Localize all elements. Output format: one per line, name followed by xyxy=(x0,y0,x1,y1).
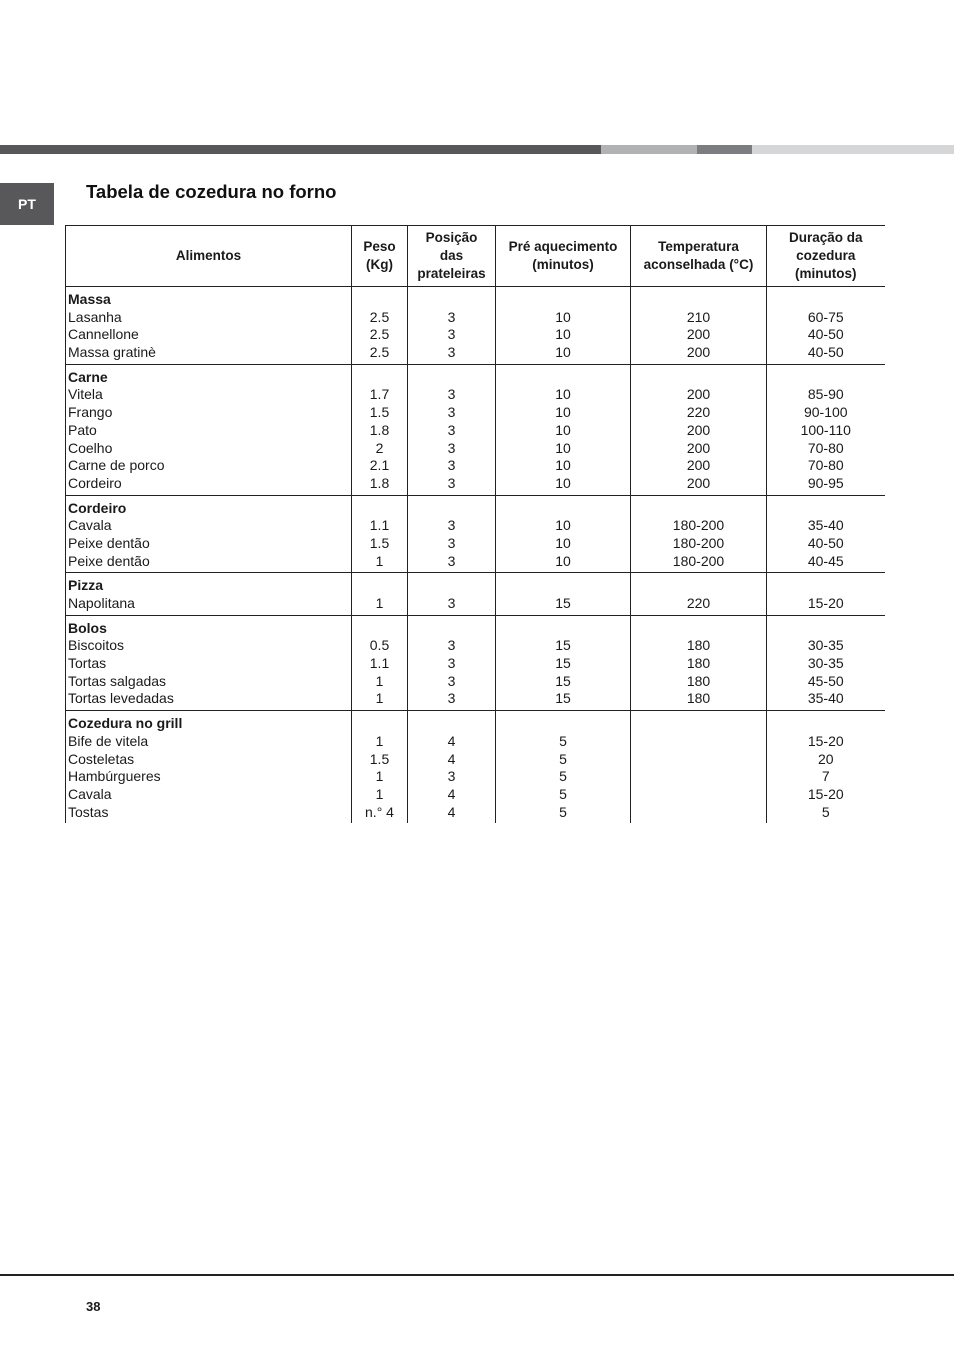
group-spacer xyxy=(352,291,407,309)
value-temp: 180 xyxy=(686,655,711,672)
table-group-row xyxy=(66,615,885,710)
value-weight: 1.7 xyxy=(369,386,390,403)
group-spacer xyxy=(767,291,885,309)
value-preheat: 10 xyxy=(555,421,571,438)
group-spacer xyxy=(352,715,407,733)
value-weight: 1.1 xyxy=(369,517,390,534)
value-shelf: 3 xyxy=(447,326,456,343)
value-food: Cavala xyxy=(68,517,112,534)
page-number: 38 xyxy=(86,1299,101,1314)
value-temp xyxy=(631,733,766,751)
value-preheat: 15 xyxy=(555,637,571,654)
value-duration: 90-100 xyxy=(803,404,848,421)
value-food: Massa gratinè xyxy=(68,344,156,361)
cell-preheat xyxy=(496,615,631,710)
value-duration: 15-20 xyxy=(807,785,844,802)
cell-duration xyxy=(767,615,885,710)
table-body xyxy=(66,287,885,824)
group-spacer xyxy=(496,577,630,595)
table-group-row xyxy=(66,495,885,573)
value-preheat: 15 xyxy=(555,595,571,611)
cell-duration xyxy=(767,495,885,573)
group-spacer xyxy=(408,500,495,518)
value-duration: 45-50 xyxy=(807,672,844,689)
table-group-row xyxy=(66,711,885,824)
value-temp xyxy=(631,768,766,786)
value-weight: 1 xyxy=(375,732,384,749)
value-duration: 40-50 xyxy=(807,534,844,551)
bottom-rule xyxy=(0,1274,954,1276)
cell-weight xyxy=(352,615,408,710)
cell-shelf xyxy=(408,711,496,824)
value-shelf: 4 xyxy=(447,732,456,749)
cell-duration xyxy=(767,364,885,495)
value-food: Tostas xyxy=(68,803,109,820)
group-spacer xyxy=(408,715,495,733)
value-preheat: 5 xyxy=(559,768,567,785)
value-weight: 1.1 xyxy=(369,655,390,672)
group-name: Massa xyxy=(68,291,111,307)
value-duration: 35-40 xyxy=(807,690,844,707)
group-spacer xyxy=(352,620,407,638)
value-duration: 90-95 xyxy=(807,474,844,491)
cell-shelf xyxy=(408,287,496,365)
value-duration: 7 xyxy=(821,768,830,785)
group-spacer xyxy=(767,577,885,595)
value-temp: 220 xyxy=(686,595,711,611)
group-spacer xyxy=(767,369,885,387)
value-temp xyxy=(631,804,766,822)
value-food: Coelho xyxy=(68,439,113,456)
value-temp: 180-200 xyxy=(672,534,725,551)
value-preheat: 10 xyxy=(555,439,571,456)
value-preheat: 10 xyxy=(555,474,571,491)
group-spacer xyxy=(767,715,885,733)
top-color-bar xyxy=(0,145,954,154)
table-group-row xyxy=(66,364,885,495)
group-spacer xyxy=(631,369,766,387)
cell-weight xyxy=(352,495,408,573)
value-food: Frango xyxy=(68,404,113,421)
cell-weight xyxy=(352,573,408,615)
group-spacer xyxy=(408,291,495,309)
cell-temp xyxy=(631,364,767,495)
value-weight: 2.5 xyxy=(369,344,390,361)
group-spacer xyxy=(767,620,885,638)
value-shelf: 4 xyxy=(447,803,456,820)
value-weight: 1 xyxy=(375,595,384,611)
header-temperature: Temperatura aconselhada (°C) xyxy=(631,226,767,287)
value-duration: 85-90 xyxy=(807,386,844,403)
value-food: Biscoitos xyxy=(68,637,125,654)
value-temp: 180-200 xyxy=(672,517,725,534)
cell-duration xyxy=(767,711,885,824)
group-spacer xyxy=(631,500,766,518)
value-food: Tortas levedadas xyxy=(68,690,174,707)
page-title: Tabela de cozedura no forno xyxy=(86,181,337,202)
value-preheat: 10 xyxy=(555,457,571,474)
table-group-row xyxy=(66,287,885,365)
group-spacer xyxy=(352,369,407,387)
value-temp: 180 xyxy=(686,690,711,707)
cell-temp xyxy=(631,495,767,573)
value-shelf: 3 xyxy=(447,517,456,534)
value-duration: 40-50 xyxy=(807,326,844,343)
language-tab: PT xyxy=(0,183,54,225)
value-shelf: 3 xyxy=(447,637,456,654)
value-weight: 1.5 xyxy=(369,404,390,421)
top-bar-segment xyxy=(752,145,954,154)
value-temp: 220 xyxy=(686,404,711,421)
cell-shelf xyxy=(408,573,496,615)
value-preheat: 5 xyxy=(559,785,567,802)
value-shelf: 3 xyxy=(447,308,456,325)
cell-food xyxy=(66,364,352,495)
group-spacer xyxy=(496,715,630,733)
group-spacer xyxy=(631,620,766,638)
value-duration: 70-80 xyxy=(807,439,844,456)
cell-weight xyxy=(352,711,408,824)
value-temp: 180-200 xyxy=(672,552,725,569)
value-food: Vitela xyxy=(68,386,103,403)
value-shelf: 3 xyxy=(447,595,456,611)
value-preheat: 10 xyxy=(555,404,571,421)
value-weight: 2.1 xyxy=(369,457,390,474)
header-preheat: Pré aquecimento (minutos) xyxy=(496,226,631,287)
group-spacer xyxy=(631,715,766,733)
value-duration: 30-35 xyxy=(807,655,844,672)
cell-temp xyxy=(631,573,767,615)
value-temp: 200 xyxy=(686,421,711,438)
group-spacer xyxy=(408,369,495,387)
value-shelf: 4 xyxy=(447,750,456,767)
value-food: Cavala xyxy=(68,785,112,802)
value-shelf: 3 xyxy=(447,655,456,672)
group-name: Pizza xyxy=(68,577,104,594)
value-food: Peixe dentão xyxy=(68,552,150,569)
value-food: Carne de porco xyxy=(68,457,165,474)
value-temp xyxy=(631,751,766,769)
value-weight: 1.5 xyxy=(369,750,390,767)
cell-weight xyxy=(352,287,408,365)
value-duration: 40-50 xyxy=(807,344,844,361)
value-duration: 40-45 xyxy=(807,552,844,569)
value-shelf: 3 xyxy=(447,421,456,438)
value-temp: 200 xyxy=(686,474,711,491)
value-food: Cannellone xyxy=(68,326,139,343)
value-duration: 60-75 xyxy=(807,308,844,325)
value-weight: 1 xyxy=(375,768,384,785)
header-food: Alimentos xyxy=(66,226,352,287)
value-shelf: 3 xyxy=(447,457,456,474)
cell-preheat xyxy=(496,364,631,495)
value-shelf: 3 xyxy=(447,552,456,569)
value-shelf: 3 xyxy=(447,386,456,403)
cell-food xyxy=(66,711,352,824)
value-weight: 0.5 xyxy=(369,637,390,654)
value-shelf: 3 xyxy=(447,344,456,361)
value-preheat: 15 xyxy=(555,655,571,672)
header-weight: Peso (Kg) xyxy=(352,226,408,287)
cell-duration xyxy=(767,573,885,615)
value-food: Hambúrgueres xyxy=(68,768,161,785)
value-temp xyxy=(631,786,766,804)
cell-duration xyxy=(767,287,885,365)
value-temp: 180 xyxy=(686,637,711,654)
top-bar-segment xyxy=(0,145,601,154)
cell-preheat xyxy=(496,711,631,824)
value-preheat: 5 xyxy=(559,803,567,820)
value-preheat: 5 xyxy=(559,750,567,767)
group-spacer xyxy=(496,369,630,387)
group-spacer xyxy=(352,577,407,595)
cell-temp xyxy=(631,711,767,824)
group-spacer xyxy=(496,291,630,309)
group-spacer xyxy=(496,500,630,518)
group-spacer xyxy=(631,291,766,309)
cell-shelf xyxy=(408,364,496,495)
value-weight: 2 xyxy=(375,439,384,456)
group-spacer xyxy=(496,620,630,638)
value-weight: 1.8 xyxy=(369,474,390,491)
value-preheat: 15 xyxy=(555,672,571,689)
group-name: Carne xyxy=(68,368,108,385)
value-weight: 2.5 xyxy=(369,326,390,343)
value-duration: 30-35 xyxy=(807,637,844,654)
value-weight: 1.8 xyxy=(369,421,390,438)
value-shelf: 3 xyxy=(447,439,456,456)
value-shelf: 4 xyxy=(447,785,456,802)
value-shelf: 3 xyxy=(447,474,456,491)
value-food: Napolitana xyxy=(68,595,135,611)
group-spacer xyxy=(352,500,407,518)
value-preheat: 5 xyxy=(559,732,567,749)
cell-shelf xyxy=(408,495,496,573)
value-food: Peixe dentão xyxy=(68,534,150,551)
value-temp: 200 xyxy=(686,439,711,456)
value-shelf: 3 xyxy=(447,768,456,785)
header-duration: Duração da cozedura (minutos) xyxy=(767,226,885,287)
value-preheat: 15 xyxy=(555,690,571,707)
cell-food xyxy=(66,495,352,573)
cell-shelf xyxy=(408,615,496,710)
value-preheat: 10 xyxy=(555,534,571,551)
value-shelf: 3 xyxy=(447,672,456,689)
value-duration: 35-40 xyxy=(807,517,844,534)
value-preheat: 10 xyxy=(555,552,571,569)
value-preheat: 10 xyxy=(555,344,571,361)
group-name: Bolos xyxy=(68,619,107,636)
top-bar-segment xyxy=(601,145,697,154)
cell-food xyxy=(66,615,352,710)
value-food: Tortas salgadas xyxy=(68,672,167,689)
value-temp: 180 xyxy=(686,672,711,689)
value-duration: 100-110 xyxy=(800,421,851,438)
value-weight: 1 xyxy=(375,672,384,689)
value-weight: 1.5 xyxy=(369,534,390,551)
group-spacer xyxy=(631,577,766,595)
cell-preheat xyxy=(496,287,631,365)
top-bar-segment xyxy=(697,145,752,154)
value-weight: 1 xyxy=(375,552,384,569)
cell-weight xyxy=(352,364,408,495)
value-duration: 15-20 xyxy=(807,732,844,749)
value-temp: 210 xyxy=(686,308,711,325)
cell-preheat xyxy=(496,495,631,573)
value-duration: 20 xyxy=(817,750,834,767)
value-duration: 5 xyxy=(821,803,830,820)
value-food: Lasanha xyxy=(68,308,122,325)
cell-temp xyxy=(631,615,767,710)
value-temp: 200 xyxy=(686,326,711,343)
header-shelf: Posição das prateleiras xyxy=(408,226,496,287)
value-shelf: 3 xyxy=(447,534,456,551)
group-name: Cozedura no grill xyxy=(68,715,183,732)
cell-food xyxy=(66,573,352,615)
group-name: Cordeiro xyxy=(68,499,127,516)
cell-food xyxy=(66,287,352,365)
value-food: Costeletas xyxy=(68,750,135,767)
value-preheat: 10 xyxy=(555,386,571,403)
value-duration: 15-20 xyxy=(807,595,844,611)
value-temp: 200 xyxy=(686,386,711,403)
table-header-row xyxy=(66,226,885,287)
value-weight: 1 xyxy=(375,785,384,802)
value-preheat: 10 xyxy=(555,517,571,534)
value-shelf: 3 xyxy=(447,404,456,421)
value-temp: 200 xyxy=(686,344,711,361)
value-preheat: 10 xyxy=(555,326,571,343)
group-spacer xyxy=(408,620,495,638)
table-group-row xyxy=(66,573,885,615)
value-duration: 70-80 xyxy=(807,457,844,474)
group-spacer xyxy=(408,577,495,595)
cell-preheat xyxy=(496,573,631,615)
cooking-table xyxy=(65,225,885,823)
value-weight: n.° 4 xyxy=(365,803,394,820)
cell-temp xyxy=(631,287,767,365)
value-temp: 200 xyxy=(686,457,711,474)
value-shelf: 3 xyxy=(447,690,456,707)
value-weight: 1 xyxy=(375,690,384,707)
group-spacer xyxy=(767,500,885,518)
value-weight: 2.5 xyxy=(369,308,390,325)
value-food: Pato xyxy=(68,421,97,438)
value-preheat: 10 xyxy=(555,308,571,325)
value-food: Cordeiro xyxy=(68,474,122,491)
value-food: Tortas xyxy=(68,655,107,672)
value-food: Bife de vitela xyxy=(68,732,149,749)
